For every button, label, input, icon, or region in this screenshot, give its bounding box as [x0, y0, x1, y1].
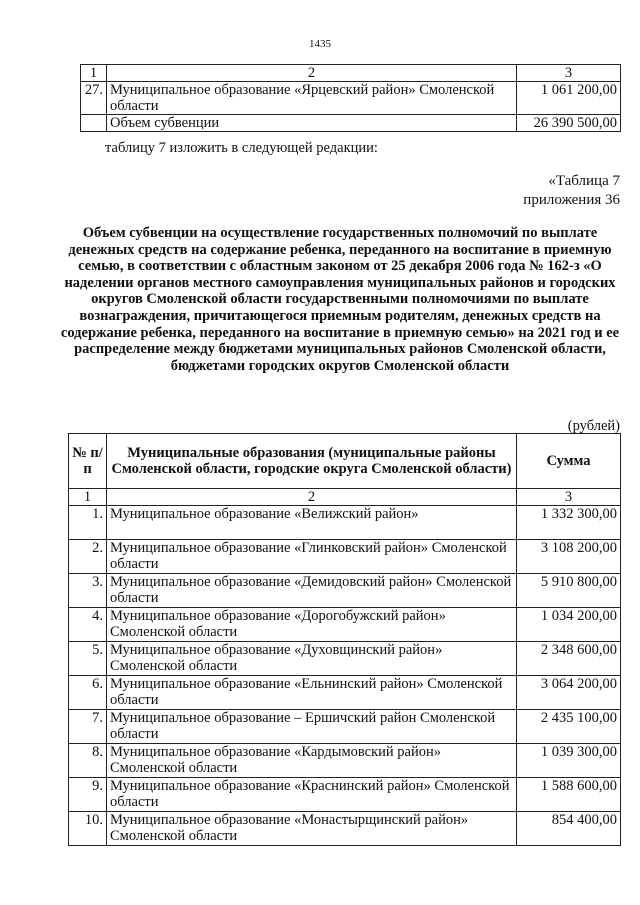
table-row: [69, 778, 621, 812]
amount: 5 910 800,00: [517, 574, 621, 608]
intro-text: таблицу 7 изложить в следующей редакции:: [105, 140, 378, 156]
amount: 854 400,00: [517, 812, 621, 846]
header-municipality: Муниципальные образования (муниципальные районы Смоленской области, городские округа Смоленской области): [107, 434, 517, 489]
table-row: [69, 642, 621, 676]
table-row: [69, 574, 621, 608]
row-number: 3.: [69, 574, 107, 608]
amount: 1 332 300,00: [517, 506, 621, 540]
amount: 3 108 200,00: [517, 540, 621, 574]
municipality-name: Муниципальное образование «Дорогобужский район» Смоленской области: [107, 608, 517, 642]
table-header-row: [81, 65, 621, 82]
index-cell-2: 2: [107, 489, 517, 506]
header-amount: Сумма: [517, 434, 621, 489]
municipality-name: Муниципальное образование «Демидовский район» Смоленской области: [107, 574, 517, 608]
table-note: [523, 172, 620, 210]
table-row: [69, 608, 621, 642]
subsidy-table: [68, 433, 621, 846]
table-row: [69, 506, 621, 540]
municipality-name: Муниципальное образование «Велижский район»: [107, 506, 517, 540]
total-row: [81, 115, 621, 132]
document-heading: Объем субвенции на осуществление государственных полномочий по выплате денежных средств на содержание ребенка, переданного на воспитание в приемную семью, в соответствии с областным законом от 25 декабря 2006 года № 162-з «О наделении органов местного самоуправления муниципальных районов и городских округов Смоленской области государственными полномочиями по выплате вознаграждения, причитающегося приемным родителям, денежных средств на содержание ребенка, переданного на воспитание в приемную семью» на 2021 год и ее распределение между бюджетами муниципальных районов Смоленской области, бюджетами городских округов Смоленской области: [60, 225, 620, 374]
previous-table-fragment: [80, 64, 621, 132]
index-row: [69, 489, 621, 506]
amount: 1 034 200,00: [517, 608, 621, 642]
column-index-1: 1: [81, 65, 107, 82]
row-number: 27.: [81, 82, 107, 115]
column-index-2: 2: [107, 65, 517, 82]
municipality-name: Муниципальное образование – Ершичский район Смоленской области: [107, 710, 517, 744]
municipality-name: Муниципальное образование «Ярцевский район» Смоленской области: [107, 82, 517, 115]
amount: 2 435 100,00: [517, 710, 621, 744]
units-label: (рублей): [567, 418, 620, 434]
row-number: 1.: [69, 506, 107, 540]
amount: 2 348 600,00: [517, 642, 621, 676]
table-row: [69, 710, 621, 744]
table-row: [69, 812, 621, 846]
table-row: [69, 676, 621, 710]
row-number: 10.: [69, 812, 107, 846]
index-cell-1: 1: [69, 489, 107, 506]
total-label: Объем субвенции: [107, 115, 517, 132]
municipality-name: Муниципальное образование «Духовщинский район» Смоленской области: [107, 642, 517, 676]
table-note-line2: приложения 36: [523, 192, 620, 208]
row-number: 8.: [69, 744, 107, 778]
row-number: 9.: [69, 778, 107, 812]
column-index-3: 3: [517, 65, 621, 82]
table-header-row: [69, 434, 621, 489]
table-row: [69, 540, 621, 574]
row-number: 5.: [69, 642, 107, 676]
amount: 1 039 300,00: [517, 744, 621, 778]
row-number: 6.: [69, 676, 107, 710]
municipality-name: Муниципальное образование «Кардымовский район» Смоленской области: [107, 744, 517, 778]
total-amount: 26 390 500,00: [517, 115, 621, 132]
municipality-name: Муниципальное образование «Монастырщинский район» Смоленской области: [107, 812, 517, 846]
row-number: 7.: [69, 710, 107, 744]
table-row: [81, 82, 621, 115]
header-number: № п/п: [69, 434, 107, 489]
amount: 1 588 600,00: [517, 778, 621, 812]
row-number: 2.: [69, 540, 107, 574]
row-number: 4.: [69, 608, 107, 642]
amount: 1 061 200,00: [517, 82, 621, 115]
table-row: [69, 744, 621, 778]
municipality-name: Муниципальное образование «Краснинский район» Смоленской области: [107, 778, 517, 812]
empty-cell: [81, 115, 107, 132]
table-note-line1: «Таблица 7: [548, 173, 620, 189]
page-number: 1435: [309, 38, 331, 50]
municipality-name: Муниципальное образование «Глинковский район» Смоленской области: [107, 540, 517, 574]
index-cell-3: 3: [517, 489, 621, 506]
amount: 3 064 200,00: [517, 676, 621, 710]
municipality-name: Муниципальное образование «Ельнинский район» Смоленской области: [107, 676, 517, 710]
